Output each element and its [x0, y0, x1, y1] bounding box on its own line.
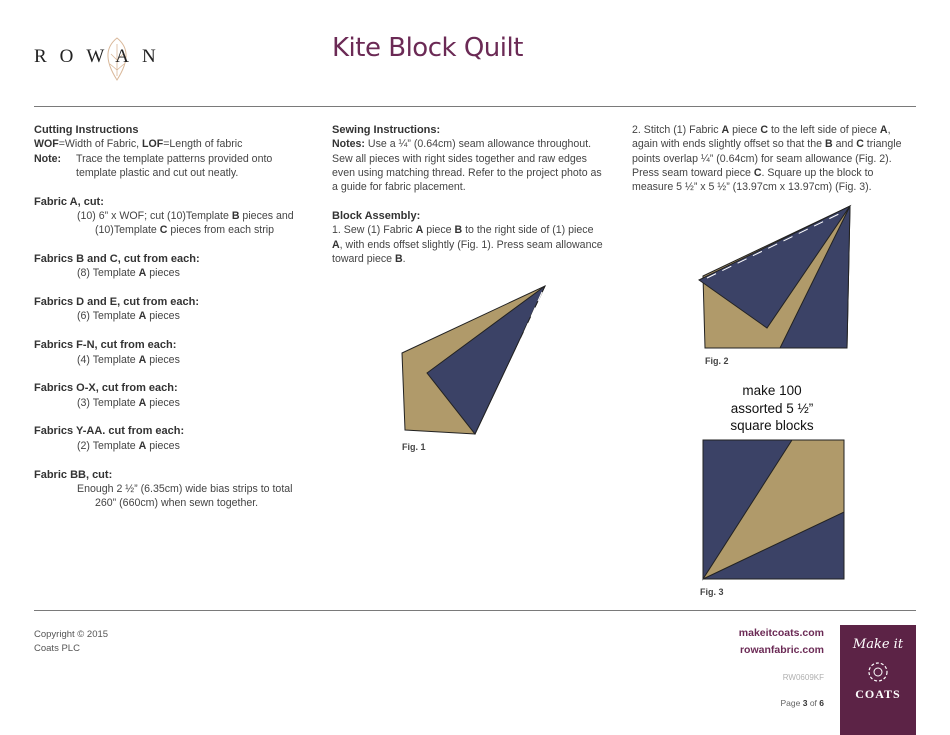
footer-divider [34, 610, 916, 611]
badge-coats-text: COATS [855, 687, 901, 701]
legend: WOF=Width of Fabric, LOF=Length of fabric [34, 138, 243, 151]
fabric-group-line: (4) Template A pieces [77, 353, 180, 366]
badge-make-text: Make it [852, 637, 904, 652]
fabric-group-heading: Fabrics Y-AA. cut from each: [34, 425, 185, 438]
fabric-group-heading: Fabric BB, cut: [34, 468, 113, 481]
fabric-group-line: (3) Template A pieces [77, 396, 180, 409]
footer-links [739, 625, 824, 659]
fabric-group-line: 260” (660cm) when sewn together. [95, 497, 259, 510]
fabric-group-heading: Fabric A, cut: [34, 195, 104, 208]
rowan-logo: ROWAN [34, 46, 169, 67]
sewing-heading: Sewing Instructions: [332, 124, 441, 136]
rowanfabric-link[interactable]: rowanfabric.com [739, 644, 824, 656]
fabric-group-line: Enough 2 ½” (6.35cm) wide bias strips to total [77, 482, 293, 495]
cutting-note: Note: Trace the template patterns provided onto template plastic and cut out neatly. [34, 152, 273, 179]
figure-2-label: Fig. 2 [705, 356, 729, 366]
cutting-heading: Cutting Instructions [34, 124, 139, 136]
cutting-instructions [34, 123, 319, 510]
figure-1 [395, 280, 555, 440]
fabric-group-line: (10) 6” x WOF; cut (10)Template B pieces and [77, 209, 294, 222]
fabric-group-heading: Fabrics F-N, cut from each: [34, 339, 177, 352]
figure-3-label: Fig. 3 [700, 587, 724, 597]
copyright: Copyright © 2015 Coats PLC [34, 629, 109, 654]
figure-1-label: Fig. 1 [402, 442, 426, 452]
makeitcoats-link[interactable]: makeitcoats.com [738, 627, 824, 639]
sewing-notes: Notes: Use a ¼” (0.64cm) seam allowance throughout. Sew all pieces with right sides together and raw edges even using matching thread. Refer to the project photo as a guide for fabric placement. [332, 138, 602, 194]
fabric-group-heading: Fabrics B and C, cut from each: [34, 253, 200, 266]
sewing-instructions [332, 123, 622, 266]
fabric-group-line: (6) Template A pieces [77, 310, 180, 323]
step-2: 2. Stitch (1) Fabric A piece C to the left side of piece A, again with ends slightly offset so that the B and C triangle points overlap ¼” (0.64cm) for seam allowance (Fig. 2). Press seam toward piece C. Square up the block to measure 5 ½” x 5 ½” (13.97cm x 13.97cm) (Fig. 3). [632, 124, 902, 194]
fabric-group-line: (2) Template A pieces [77, 439, 180, 452]
figure-2 [695, 200, 855, 355]
figure-3 [700, 437, 846, 582]
fabric-group-line: (10)Template C pieces from each strip [95, 224, 275, 237]
header-divider [34, 106, 916, 107]
make-it-coats-badge [840, 625, 916, 735]
block-assembly-heading: Block Assembly: [332, 209, 421, 222]
fabric-group-line: (8) Template A pieces [77, 267, 180, 280]
fabric-group-heading: Fabrics D and E, cut from each: [34, 296, 200, 309]
pattern-code: RW0609KF [782, 673, 824, 682]
page-title: Kite Block Quilt [332, 33, 523, 63]
step-1: 1. Sew (1) Fabric A piece B to the right side of (1) piece A, with ends offset slightly (Fig. 1). Press seam allowance toward piece B. [332, 224, 603, 265]
make-note: make 100 assorted 5 ½” square blocks [730, 383, 814, 433]
page-number: Page 3 of 6 [780, 698, 824, 708]
coats-chain-icon [865, 659, 891, 685]
fabric-group-heading: Fabrics O-X, cut from each: [34, 382, 178, 395]
